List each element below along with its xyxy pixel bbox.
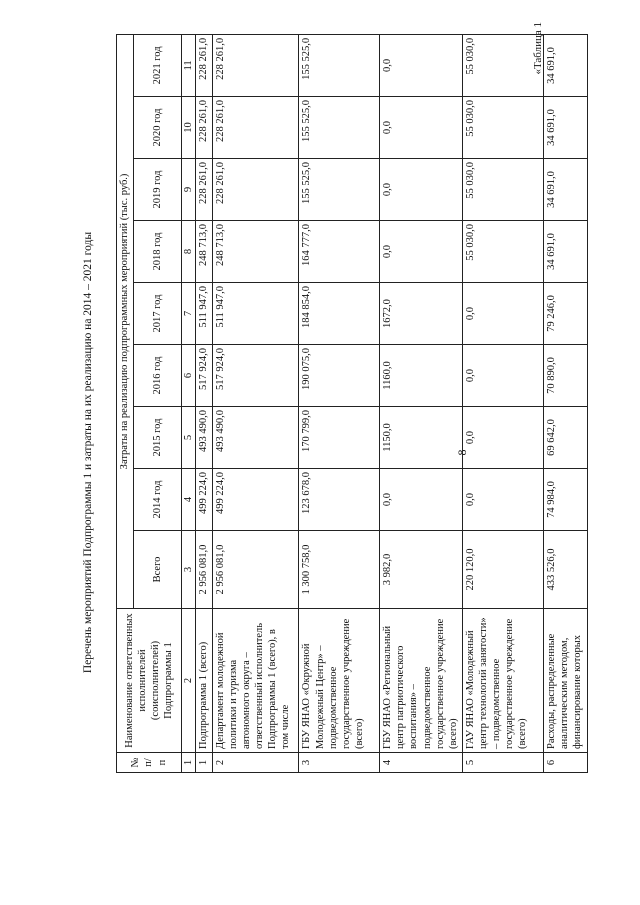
row-value: 499 224,0 — [196, 469, 212, 531]
row-num: 4 — [380, 753, 463, 773]
row-name: ГБУ ЯНАО «Окружной Молодежный Центр» – подведомственное государственное учреждение (всего) — [299, 609, 380, 753]
row-name: ГАУ ЯНАО «Молодежный центр технологий занятости» – подведомственное государственное учреждение (всего) — [462, 609, 543, 753]
row-value: 1160,0 — [380, 345, 463, 407]
row-value: 511 947,0 — [212, 283, 299, 345]
row-total: 220 120,0 — [462, 531, 543, 609]
row-value: 70 890,0 — [543, 345, 588, 407]
row-value: 184 854,0 — [299, 283, 380, 345]
row-value: 517 924,0 — [196, 345, 212, 407]
column-index: 5 — [182, 407, 196, 469]
table-label: «Таблица 1 — [532, 22, 544, 75]
row-value: 228 261,0 — [196, 159, 212, 221]
column-index-row — [182, 34, 196, 772]
column-index: 4 — [182, 469, 196, 531]
table-row — [380, 34, 463, 772]
row-value: 74 984,0 — [543, 469, 588, 531]
header-year: 2016 год — [134, 345, 182, 407]
row-value: 0,0 — [380, 159, 463, 221]
row-value: 517 924,0 — [212, 345, 299, 407]
row-value: 248 713,0 — [212, 221, 299, 283]
row-value: 228 261,0 — [196, 97, 212, 159]
row-value: 34 691,0 — [543, 97, 588, 159]
row-value: 164 777,0 — [299, 221, 380, 283]
header-year: 2021 год — [134, 34, 182, 96]
row-value: 248 713,0 — [196, 221, 212, 283]
row-value: 69 642,0 — [543, 407, 588, 469]
row-value: 0,0 — [380, 97, 463, 159]
row-value: 55 030,0 — [462, 34, 543, 96]
header-year: 2019 год — [134, 159, 182, 221]
row-value: 155 525,0 — [299, 34, 380, 96]
row-value: 493 490,0 — [196, 407, 212, 469]
row-value: 55 030,0 — [462, 159, 543, 221]
row-value: 155 525,0 — [299, 159, 380, 221]
table-row — [299, 34, 380, 772]
column-index: 2 — [182, 609, 196, 753]
row-value: 511 947,0 — [196, 283, 212, 345]
row-total: 2 956 081,0 — [212, 531, 299, 609]
row-value: 34 691,0 — [543, 221, 588, 283]
header-name: Наименование ответственных исполнителей (соисполнителей) Подпрограммы 1 — [117, 609, 182, 753]
document-title: Перечень мероприятий Подпрограммы 1 и затраты на их реализацию на 2014 – 2021 годы — [82, 231, 94, 674]
column-index: 7 — [182, 283, 196, 345]
column-index: 11 — [182, 34, 196, 96]
table-row — [543, 34, 588, 772]
row-num: 3 — [299, 753, 380, 773]
row-value: 0,0 — [380, 221, 463, 283]
row-value: 228 261,0 — [212, 159, 299, 221]
row-total: 1 300 758,0 — [299, 531, 380, 609]
row-value: 34 691,0 — [543, 34, 588, 96]
header-num: № п/п — [117, 753, 182, 773]
row-value: 1150,0 — [380, 407, 463, 469]
table-row — [196, 34, 212, 772]
row-num: 5 — [462, 753, 543, 773]
row-value: 0,0 — [462, 283, 543, 345]
row-value: 0,0 — [462, 469, 543, 531]
row-value: 123 678,0 — [299, 469, 380, 531]
column-index: 10 — [182, 97, 196, 159]
column-index: 8 — [182, 221, 196, 283]
row-value: 228 261,0 — [212, 97, 299, 159]
row-value: 55 030,0 — [462, 221, 543, 283]
row-total: 3 982,0 — [380, 531, 463, 609]
row-name: Расходы, распределенные аналитическим методом, финансирование которых — [543, 609, 588, 753]
row-num: 6 — [543, 753, 588, 773]
row-name: Подпрограмма 1 (всего) — [196, 609, 212, 753]
column-index: 9 — [182, 159, 196, 221]
row-value: 493 490,0 — [212, 407, 299, 469]
row-name: ГБУ ЯНАО «Региональный центр патриотического воспитания» – подведомственное государственное учреждение (всего) — [380, 609, 463, 753]
row-value: 0,0 — [380, 469, 463, 531]
header-year: 2014 год — [134, 469, 182, 531]
header-year: 2015 год — [134, 407, 182, 469]
row-num: 1 — [196, 753, 212, 773]
page-number: 8 — [455, 449, 469, 456]
row-value: 499 224,0 — [212, 469, 299, 531]
row-value: 79 246,0 — [543, 283, 588, 345]
row-value: 0,0 — [462, 345, 543, 407]
column-index: 3 — [182, 531, 196, 609]
header-total: Всего — [134, 531, 182, 609]
row-value: 34 691,0 — [543, 159, 588, 221]
row-value: 55 030,0 — [462, 97, 543, 159]
table-row — [212, 34, 299, 772]
row-num: 2 — [212, 753, 299, 773]
row-value: 228 261,0 — [196, 34, 212, 96]
header-year: 2018 год — [134, 221, 182, 283]
table-row — [462, 34, 543, 772]
row-value: 0,0 — [380, 34, 463, 96]
header-costs-group: Затраты на реализацию подпрограммных мероприятий (тыс. руб.) — [117, 34, 134, 608]
column-index: 1 — [182, 753, 196, 773]
row-name: Департамент молодежной политики и туризма автономного округа – ответственный исполнитель Подпрограммы 1 (всего), в том числе — [212, 609, 299, 753]
column-index: 6 — [182, 345, 196, 407]
row-value: 0,0 — [462, 407, 543, 469]
measures-table — [116, 34, 588, 773]
header-year: 2017 год — [134, 283, 182, 345]
row-value: 155 525,0 — [299, 97, 380, 159]
row-total: 2 956 081,0 — [196, 531, 212, 609]
row-value: 170 799,0 — [299, 407, 380, 469]
row-total: 433 526,0 — [543, 531, 588, 609]
row-value: 190 075,0 — [299, 345, 380, 407]
header-year: 2020 год — [134, 97, 182, 159]
row-value: 228 261,0 — [212, 34, 299, 96]
row-value: 1672,0 — [380, 283, 463, 345]
